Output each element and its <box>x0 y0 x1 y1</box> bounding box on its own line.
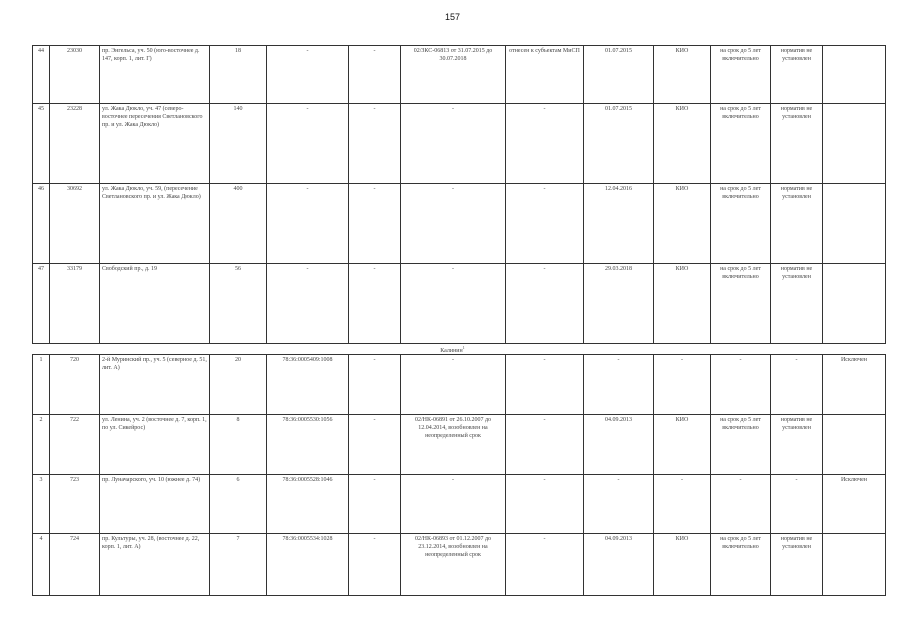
cell-c7: - <box>506 475 584 534</box>
cell-cadastre: 78:36:0005409:1008 <box>267 355 349 415</box>
cell-n: 1 <box>33 355 50 415</box>
cell-c7: - <box>506 415 584 475</box>
cell-org: КИО <box>654 264 711 344</box>
cell-doc: 02/НК-06893 от 01.12.2007 до 23.12.2014, возобновлен на неопределенный срок <box>401 534 506 596</box>
table-row <box>33 415 886 475</box>
cell-address: ул. Жака Дюкло, уч. 59, (пересечение Светлановского пр. и ул. Жака Дюкло) <box>100 184 210 264</box>
cell-n: 47 <box>33 264 50 344</box>
cell-note: Исключен <box>823 355 886 415</box>
cell-term: - <box>711 355 771 415</box>
cell-c7: - <box>506 104 584 184</box>
table-row <box>33 534 886 596</box>
cell-c7: - <box>506 184 584 264</box>
cell-date: - <box>584 355 654 415</box>
table-row <box>33 104 886 184</box>
cell-note <box>823 534 886 596</box>
cell-note <box>823 415 886 475</box>
cell-address: ул. Жака Дюкло, уч. 47 (северо-восточнее пересечения Светлановского пр. и ул. Жака Дюкло) <box>100 104 210 184</box>
cell-c7: - <box>506 355 584 415</box>
cell-term: - <box>711 475 771 534</box>
cell-doc: - <box>401 355 506 415</box>
table-top <box>32 45 886 344</box>
cell-doc: - <box>401 264 506 344</box>
cell-doc: - <box>401 184 506 264</box>
cell-address: Свободский пр., д. 19 <box>100 264 210 344</box>
cell-reg: 723 <box>50 475 100 534</box>
cell-cadastre: 78:36:0005528:1046 <box>267 475 349 534</box>
cell-cadastre: 78:36:0005530:1056 <box>267 415 349 475</box>
cell-cadastre: - <box>267 184 349 264</box>
cell-cadastre: 78:36:0005534:1028 <box>267 534 349 596</box>
cell-norm: норматив не установлен <box>771 104 823 184</box>
cell-note <box>823 104 886 184</box>
cell-norm: - <box>771 475 823 534</box>
cell-org: КИО <box>654 46 711 104</box>
cell-cadastre: - <box>267 264 349 344</box>
cell-norm: норматив не установлен <box>771 46 823 104</box>
table-row <box>33 475 886 534</box>
cell-reg: 30692 <box>50 184 100 264</box>
cell-doc: - <box>401 104 506 184</box>
cell-area: 18 <box>210 46 267 104</box>
cell-reg: 724 <box>50 534 100 596</box>
cell-date: 04.09.2013 <box>584 415 654 475</box>
cell-area: 20 <box>210 355 267 415</box>
cell-norm: норматив не установлен <box>771 534 823 596</box>
cell-date: 04.09.2013 <box>584 534 654 596</box>
cell-reg: 720 <box>50 355 100 415</box>
cell-org: КИО <box>654 104 711 184</box>
cell-cadastre: - <box>267 104 349 184</box>
cell-date: - <box>584 475 654 534</box>
cell-norm: норматив не установлен <box>771 415 823 475</box>
cell-c7: - <box>506 264 584 344</box>
cell-note <box>823 184 886 264</box>
cell-note <box>823 264 886 344</box>
cell-c5: - <box>349 475 401 534</box>
cell-note <box>823 46 886 104</box>
cell-c5: - <box>349 355 401 415</box>
cell-n: 46 <box>33 184 50 264</box>
cell-org: - <box>654 355 711 415</box>
cell-norm: - <box>771 355 823 415</box>
cell-term: на срок до 5 лет включительно <box>711 104 771 184</box>
cell-reg: 23030 <box>50 46 100 104</box>
cell-term: на срок до 5 лет включительно <box>711 264 771 344</box>
cell-org: КИО <box>654 415 711 475</box>
cell-address: пр. Луначарского, уч. 10 (южнее д. 74) <box>100 475 210 534</box>
table-row <box>33 46 886 104</box>
cell-date: 12.04.2016 <box>584 184 654 264</box>
cell-term: на срок до 5 лет включительно <box>711 534 771 596</box>
cell-cadastre: - <box>267 46 349 104</box>
cell-c5: - <box>349 46 401 104</box>
cell-norm: норматив не установлен <box>771 184 823 264</box>
cell-n: 3 <box>33 475 50 534</box>
cell-c7: отнесен к субъектам МиСП <box>506 46 584 104</box>
cell-area: 8 <box>210 415 267 475</box>
cell-date: 01.07.2015 <box>584 104 654 184</box>
cell-c5: - <box>349 104 401 184</box>
cell-doc: 02/НК-06891 от 26.10.2007 до 12.04.2014, возобновлен на неопределенный срок <box>401 415 506 475</box>
cell-term: на срок до 5 лет включительно <box>711 184 771 264</box>
cell-n: 45 <box>33 104 50 184</box>
cell-doc: - <box>401 475 506 534</box>
cell-term: на срок до 5 лет включительно <box>711 415 771 475</box>
cell-area: 400 <box>210 184 267 264</box>
cell-area: 7 <box>210 534 267 596</box>
cell-term: на срок до 5 лет включительно <box>711 46 771 104</box>
cell-doc: 02/ЗКС-06813 от 31.07.2015 до 30.07.2018 <box>401 46 506 104</box>
cell-reg: 23228 <box>50 104 100 184</box>
cell-address: 2-й Муринский пр., уч. 5 (северное д. 51, лит. А) <box>100 355 210 415</box>
cell-reg: 722 <box>50 415 100 475</box>
cell-org: КИО <box>654 534 711 596</box>
cell-note: Исключен <box>823 475 886 534</box>
cell-norm: норматив не установлен <box>771 264 823 344</box>
cell-c5: - <box>349 184 401 264</box>
cell-date: 01.07.2015 <box>584 46 654 104</box>
section-caption <box>0 345 905 354</box>
section-caption-text: Калинин <box>440 348 463 354</box>
table-row <box>33 184 886 264</box>
cell-c5: - <box>349 534 401 596</box>
cell-n: 4 <box>33 534 50 596</box>
cell-c5: - <box>349 415 401 475</box>
cell-address: пр. Энгельса, уч. 50 (юго-восточнее д. 147, корп. 1, лит. Г) <box>100 46 210 104</box>
cell-address: ул. Ленина, уч. 2 (восточнее д. 7, корп. 1, по ул. Сикейрос) <box>100 415 210 475</box>
cell-org: КИО <box>654 184 711 264</box>
page-number: 157 <box>444 12 461 22</box>
cell-area: 56 <box>210 264 267 344</box>
cell-area: 140 <box>210 104 267 184</box>
cell-n: 2 <box>33 415 50 475</box>
table-row <box>33 355 886 415</box>
section-caption-footnote: 1 <box>462 345 465 350</box>
cell-c7: - <box>506 534 584 596</box>
cell-reg: 33179 <box>50 264 100 344</box>
cell-area: 6 <box>210 475 267 534</box>
cell-org: - <box>654 475 711 534</box>
table-bottom-body <box>33 355 886 596</box>
cell-c5: - <box>349 264 401 344</box>
table-bottom <box>32 354 886 596</box>
cell-n: 44 <box>33 46 50 104</box>
table-row <box>33 264 886 344</box>
cell-date: 29.03.2018 <box>584 264 654 344</box>
table-top-body <box>33 46 886 344</box>
cell-address: пр. Культуры, уч. 28, (восточнее д. 22, корп. 1, лит. А) <box>100 534 210 596</box>
